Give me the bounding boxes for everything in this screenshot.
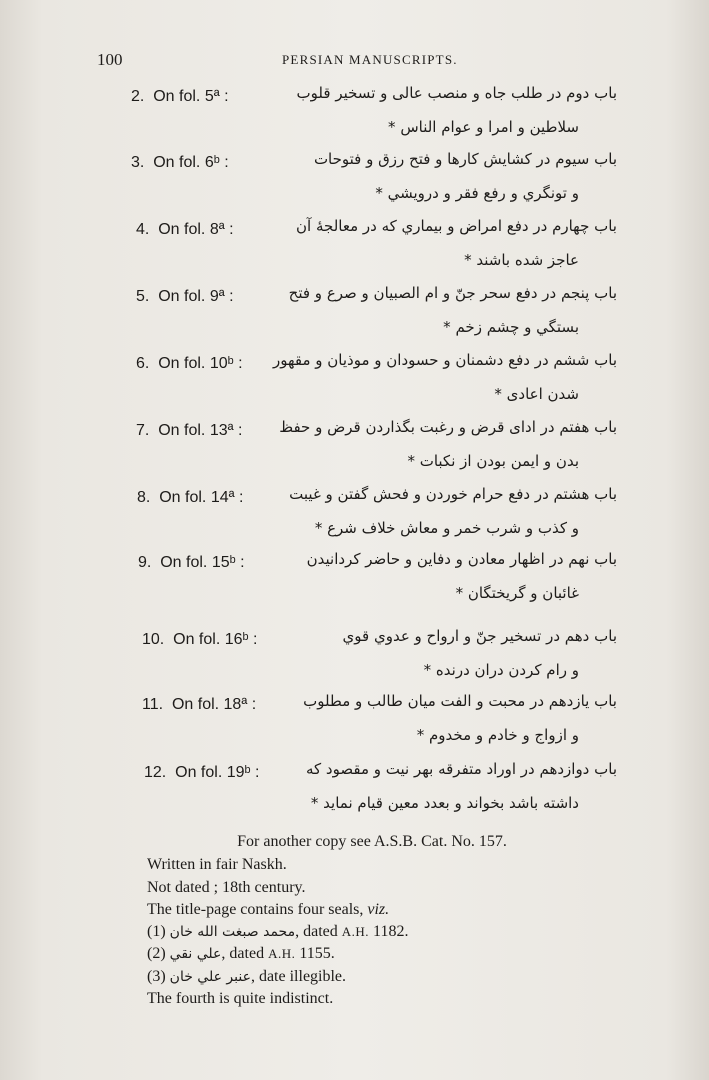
page-number: 100	[97, 50, 123, 69]
running-title: PERSIAN MANUSCRIPTS.	[282, 52, 458, 67]
entry-folio: 7. On fol. 13ª :	[136, 422, 243, 439]
entry-folio: 6. On fol. 10ᵇ :	[136, 355, 243, 372]
entry-folio: 10. On fol. 16ᵇ :	[142, 631, 258, 648]
script-note: Written in fair Naskh.	[147, 856, 287, 874]
chapter-entry	[0, 349, 709, 413]
entry-persian-line1: باب دوم در طلب جاه و منصب عالی و تسخیر قلوب	[296, 84, 617, 102]
chapter-entry	[0, 690, 709, 754]
seal-line: (1) محمد صبغت الله خان, dated A.H. 1182.	[147, 923, 409, 941]
entry-persian-line1: باب چهارم در دفع امراض و بیماري که در معالجۀ آن	[296, 217, 617, 235]
chapter-entry	[0, 758, 709, 822]
chapter-entry	[0, 82, 709, 146]
entry-folio: 4. On fol. 8ª :	[136, 221, 234, 238]
entry-persian-line2: عاجز شده باشند *	[464, 251, 579, 269]
entry-persian-line2: و ازواج و خادم و مخدوم *	[416, 726, 579, 744]
entry-persian-line2: سلاطین و امرا و عوام الناس *	[388, 118, 579, 136]
entry-persian-line1: باب سیوم در کشایش کارها و فتح رزق و فتوحات	[313, 150, 617, 168]
manuscript-notes	[147, 831, 617, 1010]
copy-reference: For another copy see A.S.B. Cat. No. 157.	[237, 833, 507, 850]
chapter-entry	[0, 282, 709, 346]
chapter-entry	[0, 416, 709, 480]
seal-line: (3) عنبر علي خان, date illegible.	[147, 967, 347, 985]
entry-persian-line1: باب پنجم در دفع سحر جنّ و ام الصبیان و صرع و فتح	[288, 284, 617, 302]
entry-persian-line1: باب دوازدهم در اوراد متفرقه بهر نیت و مقصود که	[305, 760, 617, 778]
seals-intro: The title-page contains four seals, viz.	[147, 900, 390, 918]
entry-persian-line2: و تونگري و رفع فقر و درویشي *	[375, 184, 579, 202]
entry-persian-line2: بدن و ایمن بودن از نکبات *	[407, 452, 579, 470]
entry-persian-line1: باب ششم در دفع دشمنان و حسودان و موذیان و مقهور	[272, 351, 617, 369]
chapter-entry	[0, 625, 709, 689]
date-note: Not dated ; 18th century.	[147, 878, 306, 896]
entry-persian-line1: باب دهم در تسخیر جنّ و ارواح و عدوي قوي	[342, 627, 617, 645]
entry-persian-line2: شدن اعادی *	[494, 385, 579, 403]
entry-persian-line1: باب هفتم در ادای قرض و رغبت بگذاردن قرض و حفظ	[279, 418, 617, 436]
chapter-entry	[0, 483, 709, 547]
chapter-entry	[0, 215, 709, 279]
entry-persian-line2: داشته باشد بخواند و بعدد معین قیام نماید *	[310, 794, 579, 812]
entry-folio: 12. On fol. 19ᵇ :	[144, 764, 260, 781]
entry-persian-line1: باب هشتم در دفع حرام خوردن و فحش گفتن و غیبت	[289, 485, 617, 503]
entry-persian-line2: و کذب و شرب خمر و معاش خلاف شرع *	[314, 519, 579, 537]
entry-folio: 11. On fol. 18ª :	[142, 696, 257, 713]
entry-folio: 9. On fol. 15ᵇ :	[138, 554, 245, 571]
entry-folio: 8. On fol. 14ª :	[137, 489, 244, 506]
entry-folio: 3. On fol. 6ᵇ :	[131, 154, 229, 171]
entry-folio: 5. On fol. 9ª :	[136, 288, 234, 305]
seal-line: (2) علي نقي, dated A.H. 1155.	[147, 945, 335, 963]
entry-persian-line1: باب نهم در اظهار معادن و دفاین و حاضر کردانیدن	[306, 550, 617, 568]
entry-persian-line1: باب یازدهم در محبت و الفت میان طالب و مطلوب	[303, 692, 617, 710]
page-header	[0, 50, 709, 74]
fourth-seal-note: The fourth is quite indistinct.	[147, 990, 334, 1008]
entry-persian-line2: غائبان و گریختگان *	[455, 584, 579, 602]
entry-persian-line2: بستگي و چشم زخم *	[443, 318, 579, 336]
chapter-entry	[0, 548, 709, 612]
entry-persian-line2: و رام کردن دران درنده *	[423, 661, 579, 679]
entry-folio: 2. On fol. 5ª :	[131, 88, 229, 105]
chapter-entry	[0, 148, 709, 212]
